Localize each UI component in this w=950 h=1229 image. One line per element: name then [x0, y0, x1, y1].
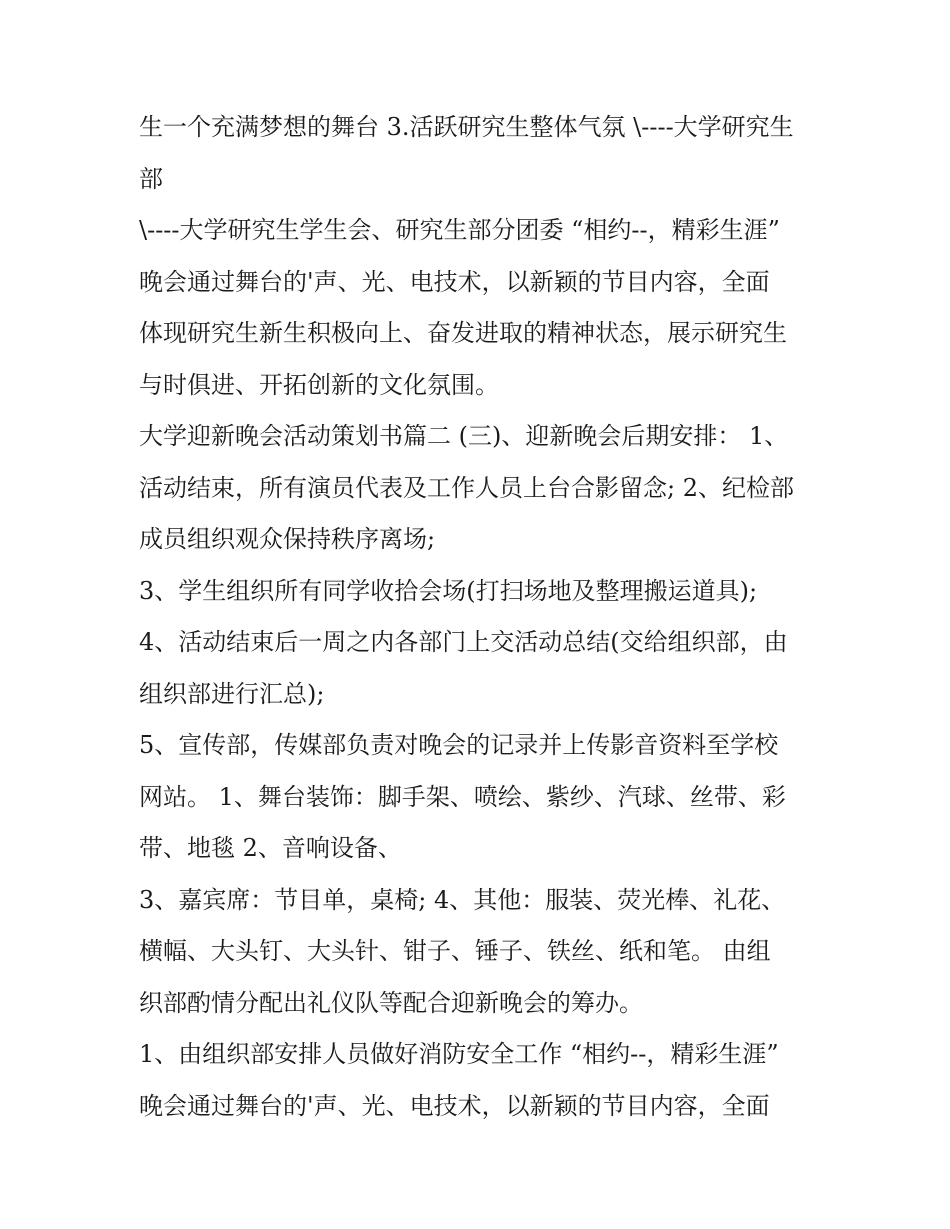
text-line: 3、学生组织所有同学收拾会场(打扫场地及整理搬运道具); [139, 576, 758, 605]
text-line: 与时俱进、开拓创新的文化氛围。 [139, 370, 499, 399]
paragraph-5 [139, 625, 819, 711]
text-line: 部 [139, 164, 163, 193]
text-line: 横幅、大头钉、大头针、钳子、锤子、铁丝、纸和笔。 由组 [139, 937, 771, 965]
paragraph-4 [139, 574, 819, 608]
text-line: 3、嘉宾席：节目单，桌椅; 4、其他：服装、荧光棒、礼花、 [139, 885, 786, 914]
text-line: 晚会通过舞台的'声、光、电技术，以新颖的节目内容，全面 [139, 267, 770, 296]
paragraph-2 [139, 213, 819, 402]
text-line: 活动结束，所有演员代表及工作人员上台合影留念; 2、纪检部 [139, 473, 794, 502]
text-line: 体现研究生新生积极向上、奋发进取的精神状态，展示研究生 [139, 319, 787, 347]
paragraph-6 [139, 728, 819, 865]
document-body [139, 110, 819, 1140]
paragraph-3 [139, 419, 819, 556]
paragraph-1 [139, 110, 819, 196]
text-line: 生一个充满梦想的舞台 3.活跃研究生整体气氛 \----大学研究生 [139, 113, 794, 141]
text-line: 4、活动结束后一周之内各部门上交活动总结(交给组织部，由 [139, 628, 788, 656]
text-line: \----大学研究生学生会、研究生部分团委 “相约--，精彩生涯” [139, 216, 780, 244]
text-line: 大学迎新晚会活动策划书篇二 (三)、迎新晚会后期安排： 1、 [139, 422, 789, 450]
text-line: 织部酌情分配出礼仪队等配合迎新晚会的筹办。 [139, 988, 643, 1017]
paragraph-7 [139, 883, 819, 1020]
paragraph-8 [139, 1037, 819, 1123]
text-line: 网站。 1、舞台装饰：脚手架、喷绘、紫纱、汽球、丝带、彩 [139, 782, 786, 811]
text-line: 晚会通过舞台的'声、光、电技术，以新颖的节目内容，全面 [139, 1091, 770, 1120]
text-line: 带、地毯 2、音响设备、 [139, 834, 402, 862]
text-line: 成员组织观众保持秩序离场; [139, 525, 436, 553]
text-line: 组织部进行汇总); [139, 679, 325, 708]
text-line: 5、宣传部，传媒部负责对晚会的记录并上传影音资料至学校 [139, 731, 779, 759]
text-line: 1、由组织部安排人员做好消防安全工作 “相约--，精彩生涯” [139, 1040, 779, 1068]
